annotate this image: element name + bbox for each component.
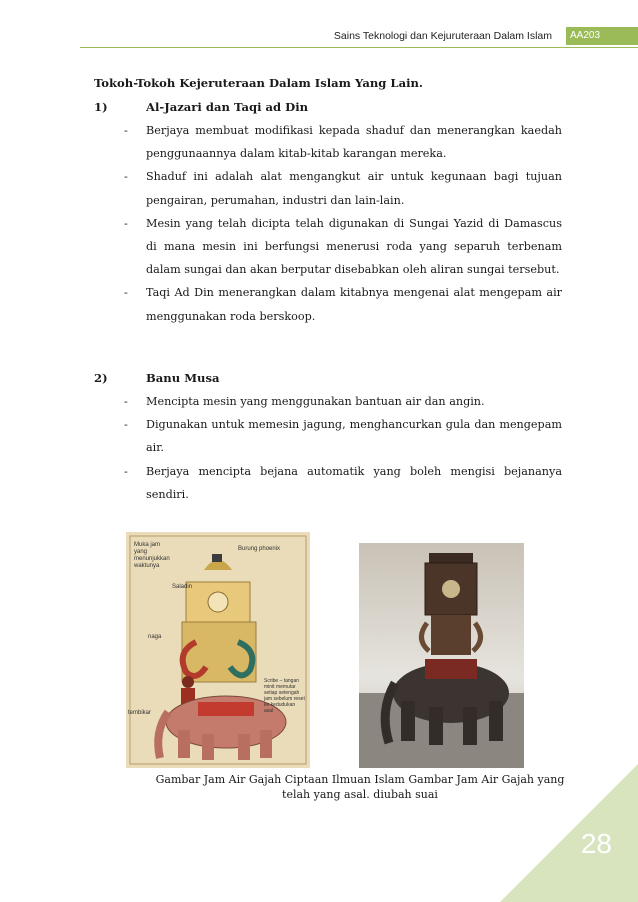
label-tembikar: tembikar bbox=[128, 710, 152, 716]
section-1-bullet-list bbox=[124, 119, 562, 328]
figure-caption: Gambar Jam Air Gajah Ciptaan Ilmuan Islam Gambar Jam Air Gajah yang telah yang asal. diubah suai bbox=[155, 773, 565, 801]
header-title: Sains Teknologi dan Kejuruteraan Dalam Islam bbox=[333, 30, 552, 42]
label-naga: naga bbox=[148, 634, 162, 640]
list-item: - Berjaya mencipta bejana automatik yang boleh mengisi bejananya sendiri. bbox=[124, 464, 562, 501]
label-burung: Burung phoenix bbox=[238, 546, 281, 552]
section-2-number: 2) bbox=[94, 371, 108, 385]
list-item: - Mencipta mesin yang menggunakan bantuan air dan angin. bbox=[124, 395, 485, 408]
section-2-bullet-list bbox=[124, 390, 562, 506]
list-item: - Mesin yang telah dicipta telah digunakan di Sungai Yazid di Damascus di mana mesin ini berfungsi menerusi roda yang separuh terbenam dalam sungai dan akan berputar disebabkan oleh aliran sungai tersebut. bbox=[124, 216, 562, 277]
section-title: Tokoh-Tokoh Kejeruteraan Dalam Islam Yang Lain. bbox=[94, 76, 423, 90]
page-corner-decoration bbox=[500, 764, 638, 902]
elephant-clock-replica-photo bbox=[359, 543, 524, 768]
page-number: 28 bbox=[580, 828, 612, 859]
header-divider bbox=[80, 47, 638, 48]
list-item: - Taqi Ad Din menerangkan dalam kitabnya mengenai alat mengepam air menggunakan roda berskoop. bbox=[124, 286, 562, 323]
label-muka-jam: Muka jam yang menunjukkan waktunya bbox=[134, 542, 170, 569]
header-code-badge: AA203 bbox=[566, 27, 638, 45]
list-item: - Shaduf ini adalah alat mengangkut air untuk kegunaan bagi tujuan pengairan, perumahan, industri dan lain-lain. bbox=[124, 170, 562, 207]
section-1-number: 1) bbox=[94, 100, 108, 114]
section-1-title: Al-Jazari dan Taqi ad Din bbox=[146, 100, 309, 114]
list-item: - Berjaya membuat modifikasi kepada shaduf dan menerangkan kaedah penggunaannya dalam kitab-kitab karangan mereka. bbox=[124, 124, 562, 161]
label-saladin: Saladin bbox=[172, 584, 193, 590]
section-2-title: Banu Musa bbox=[146, 371, 220, 385]
elephant-clock-manuscript-image bbox=[126, 532, 310, 768]
label-scribe: Scribe – tangan minit memutar setiap setengah jam sebelum reset ke kedudukan asal bbox=[264, 678, 305, 714]
list-item: - Digunakan untuk memesin jagung, menghancurkan gula dan mengepam air. bbox=[124, 418, 562, 455]
